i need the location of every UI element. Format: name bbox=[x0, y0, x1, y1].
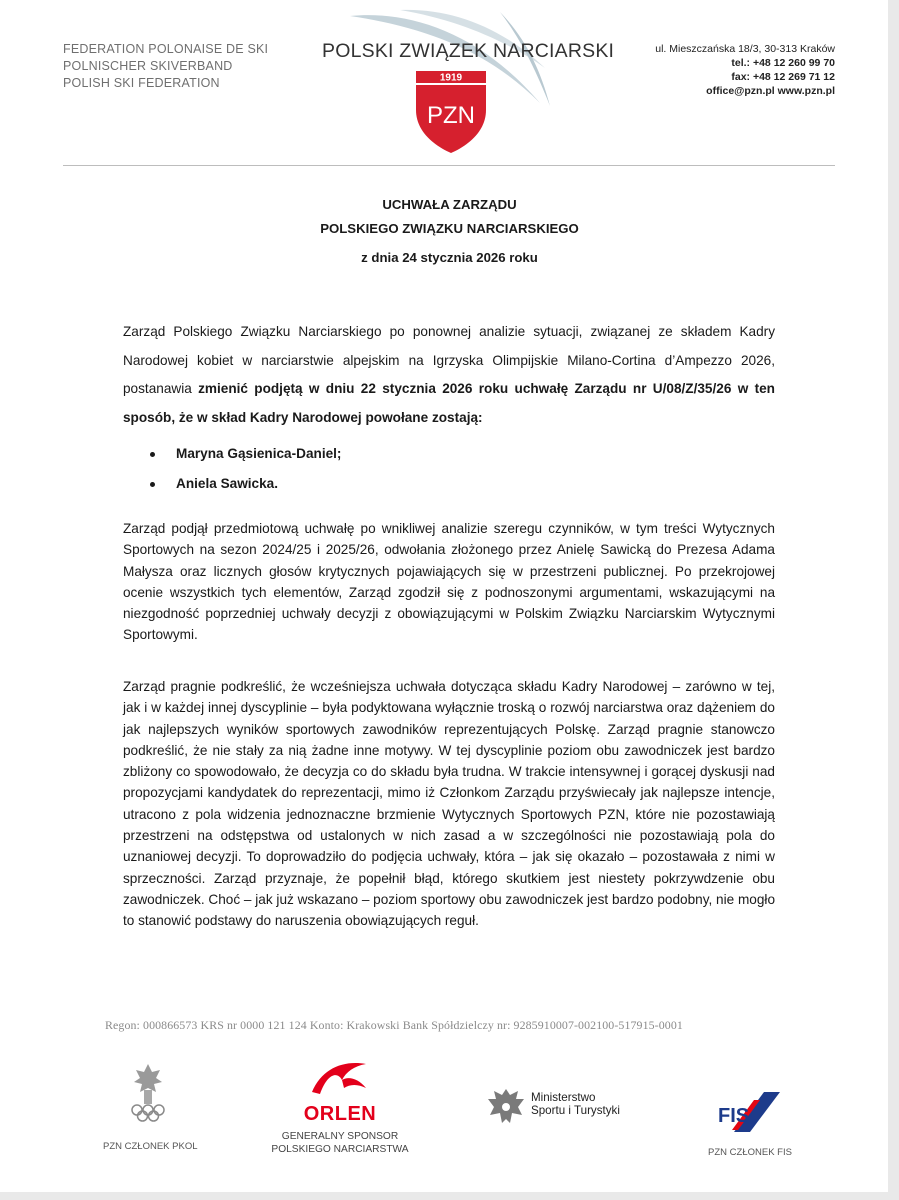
olympic-committee-icon bbox=[126, 1062, 170, 1124]
federation-name-en: POLISH SKI FEDERATION bbox=[63, 76, 220, 90]
orlen-caption-line2: POLSKIEGO NARCIARSTWA bbox=[271, 1144, 409, 1155]
orlen-wordmark: ORLEN bbox=[303, 1103, 377, 1125]
organization-name: POLSKI ZWIĄZEK NARCIARSKI bbox=[322, 40, 615, 62]
orlen-caption-line1: GENERALNY SPONSOR bbox=[281, 1131, 399, 1142]
fis-caption: PZN CZŁONEK FIS bbox=[708, 1147, 792, 1158]
pzn-emblem-logo bbox=[415, 70, 487, 154]
emblem-letters: PZN bbox=[427, 102, 475, 129]
paragraph-statement: Zarząd pragnie podkreślić, że wcześniejsza uchwała dotycząca składu Kadry Narodowej – zarówno w tej, jak i w każdej innej dyscyplinie – była podyktowana wyłącznie troską o rozwój narciarstwa oraz dążeniem do jak najlepszych wyników sportowych zawodników reprezentujących Polskę. Zarząd pragnie stanowczo podkreślić, że nie stały za nią żadne inne motywy. W tej dyscyplinie poziom obu zawodniczek jest bardzo zbliżony co spowodowało, że decyzja co do składu była trudna. W trakcie intensywnej i gorącej dyskusji nad propozycjami kandydatek do reprezentacji, mimo iż Członkom Zarządu przyświecały jak najlepsze intencje, utracono z pola widzenia jednoznaczne brzmienie Wytycznych Sportowych PZN, które nie pozostawiają przestrzeni na odstępstwa od ustalonych w nich zasad a w szczególności nie pozostawiają pola do uznaniowej decyzji. To doprowadziło do podjęcia uchwały, która – jak się okazało – pozostawała z nimi w sprzeczności. Zarząd przyznaje, że popełnił błąd, którego skutkiem jest niestety pokrzywdzenie obu zawodniczek. Choć – jak już wskazano – poziom sportowy obu zawodniczek jest bardzo podobny, nie mogło to stanowić podstawy do naruszenia obowiązujących reguł. bbox=[123, 679, 775, 929]
paragraph-decision-text: Zarząd Polskiego Związku Narciarskiego po ponownej analizie sytuacji, związanej ze składem Kadry Narodowej kobiet w narciarstwie alpejskim na Igrzyska Olimpijskie Milano-Cortina d’Ampezzo 2026, postanawia bbox=[123, 324, 775, 397]
federation-name-de: POLNISCHER SKIVERBAND bbox=[63, 59, 233, 73]
contact-address: ul. Mieszczańska 18/3, 30-313 Kraków bbox=[655, 43, 835, 55]
resolution-title-line2: POLSKIEGO ZWIĄZKU NARCIARSKIEGO bbox=[320, 221, 579, 236]
resolution-title bbox=[0, 193, 899, 241]
federation-name-fr: FEDERATION POLONAISE DE SKI bbox=[63, 42, 269, 56]
contact-web[interactable]: office@pzn.pl www.pzn.pl bbox=[706, 85, 835, 97]
orlen-logo-block bbox=[270, 1058, 410, 1156]
orlen-caption bbox=[270, 1130, 410, 1156]
pkol-logo-block bbox=[103, 1062, 198, 1152]
fis-letters: FIS bbox=[718, 1105, 750, 1127]
fis-logo-block bbox=[700, 1090, 800, 1158]
paragraph-decision-bold: zmienić podjętą w dniu 22 stycznia 2026 roku uchwałę Zarządu nr U/08/Z/35/26 w ten sposób, że w skład Kadry Narodowej powołane zostają: bbox=[123, 381, 775, 425]
contact-fax: fax: +48 12 269 71 12 bbox=[731, 71, 835, 83]
ministry-line2: Sportu i Turystyki bbox=[531, 1104, 620, 1117]
federation-names bbox=[63, 41, 268, 92]
appointees-list bbox=[148, 446, 341, 505]
pkol-caption: PZN CZŁONEK PKOL bbox=[103, 1141, 198, 1152]
registry-info: Regon: 000866573 KRS nr 0000 121 124 Konto: Krakowski Bank Spółdzielczy nr: 9285910007-002100-517915-0001 bbox=[105, 1018, 683, 1032]
orlen-eagle-icon bbox=[308, 1058, 372, 1098]
paragraph-decision bbox=[123, 318, 775, 432]
resolution-date: z dnia 24 stycznia 2026 roku bbox=[361, 250, 538, 265]
contact-tel: tel.: +48 12 260 99 70 bbox=[731, 57, 835, 69]
contact-block bbox=[655, 42, 835, 98]
emblem-year: 1919 bbox=[439, 72, 463, 84]
header-divider bbox=[63, 165, 835, 166]
fis-logo bbox=[714, 1090, 786, 1134]
ministry-name bbox=[531, 1091, 620, 1117]
polish-eagle-icon bbox=[486, 1085, 526, 1133]
paragraph-justification: Zarząd podjął przedmiotową uchwałę po wnikliwej analizie szeregu czynników, w tym treści Wytycznych Sportowych na sezon 2024/25 i 2025/26, odwołania złożonego przez Anielę Sawicką do Prezesa Adama Małysza oraz licznych głosów krytycznych pojawiających się w przestrzeni publicznej. Po przekrojowej ocenie wszystkich tych elementów, Zarząd zgodził się z podnoszonymi argumentami, wskazującymi na niezgodność poprzedniej uchwały decyzji z obowiązującymi w Polskim Związku Narciarskim Wytycznymi Sportowymi. bbox=[123, 521, 775, 643]
resolution-title-line1: UCHWAŁA ZARZĄDU bbox=[382, 197, 517, 212]
appointee-item: Aniela Sawicka. bbox=[148, 476, 341, 506]
ministry-line1: Ministerstwo bbox=[531, 1091, 596, 1104]
appointee-item: Maryna Gąsienica-Daniel; bbox=[148, 446, 341, 476]
